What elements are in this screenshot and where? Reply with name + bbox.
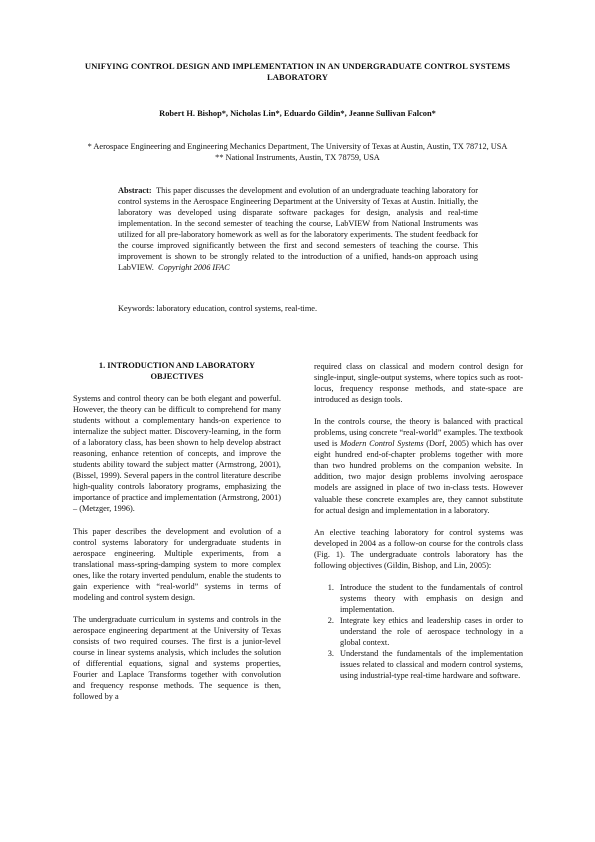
- abstract-text: This paper discusses the development and evolution of an undergraduate teaching laboratory for control systems in the Aerospace Engineering Department at the University of Texas at Austin. Initially, the laboratory was developed using disparate software packages for design, analysis and real-time implementation. In the second semester of teaching the course, LabVIEW from National Instruments was utilized for all pre-laboratory homework as well as for the laboratory experiments. The student feedback for the course improved significantly between the first and second semesters of teaching the course. This improvement is shown to be strongly related to the introduction of a unified, hands-on approach using LabVIEW.: [118, 186, 478, 273]
- affiliation-2: ** National Instruments, Austin, TX 78759, USA: [215, 153, 380, 163]
- objective-item: 3. Understand the fundamentals of the implementation issues related to classical and modern control systems, using industrial-type real-time hardware and software.: [336, 648, 523, 681]
- affiliation-1: * Aerospace Engineering and Engineering Mechanics Department, The University of Texas at Austin, Austin, TX 78712, USA: [87, 142, 508, 151]
- objective-item: 1. Introduce the student to the fundamentals of control systems theory with emphasis on design and implementation.: [336, 582, 523, 615]
- textbook-title: Modern Control Systems: [340, 439, 424, 449]
- intro-paragraph-1: Systems and control theory can be both elegant and powerful. However, the theory can be difficult to comprehend for many students without a complementary hands-on experience to internalize the subject matter. Discovery-learning, in the form of a laboratory class, has been shown to help develop abstract reasoning, enhance retention of concepts, and improve the students ability toward the subject matter (Armstrong, 2001), (Bissel, 1999). Several papers in the control literature describe high-quality controls laboratory programs, emphasizing the importance of practice and implementation (Armstrong, 2001) – (Metzger, 1996).: [73, 394, 281, 514]
- right-paragraph-2-end: (Dorf, 2005) which has over eight hundred end-of-chapter problems together with more than two hundred problems on the companion website. In addition, two major design problems involving aerospace models are assigned in place of two in-class tests. However valuable these concrete examples are, they cannot substitute for actual design and implementation in a laboratory.: [314, 439, 523, 515]
- intro-paragraph-3: The undergraduate curriculum in systems and controls in the aerospace engineering department at the University of Texas consists of two required courses. The first is a junior-level course in linear systems analysis, which includes the solution of differential equations, signal and systems properties, Fourier and Laplace Transforms together with convolution and frequency response methods. The sequence is then, followed by a: [73, 614, 281, 702]
- intro-paragraph-2: This paper describes the development and evolution of a control systems laboratory for undergraduate students in aerospace engineering. Multiple experiments, from a translational mass-spring-damping system to more complex ones, like the rotary inverted pendulum, enable the students to gain experience with “real-world” systems in terms of modeling and control system design.: [73, 526, 281, 602]
- right-paragraph-3: An elective teaching laboratory for control systems was developed in 2004 as a follow-on course for the controls class (Fig. 1). The undergraduate controls laboratory has the following objectives (Gildin, Bishop, and Lin, 2005):: [314, 527, 523, 570]
- copyright-notice: Copyright 2006 IFAC: [158, 263, 230, 273]
- keywords: Keywords: laboratory education, control systems, real-time.: [118, 304, 318, 313]
- author-list: Robert H. Bishop*, Nicholas Lin*, Eduardo Gildin*, Jeanne Sullivan Falcon*: [159, 109, 436, 118]
- affiliations: [60, 141, 535, 163]
- abstract-label: Abstract:: [118, 186, 152, 195]
- objective-item: 2. Integrate key ethics and leadership cases in order to understand the role of aerospace technology in a global context.: [336, 615, 523, 648]
- paper-title: UNIFYING CONTROL DESIGN AND IMPLEMENTATION IN AN UNDERGRADUATE CONTROL SYSTEMS LABORATORY: [84, 61, 511, 82]
- left-column: [73, 360, 281, 713]
- section-heading: 1. INTRODUCTION AND LABORATORY OBJECTIVES: [98, 361, 256, 381]
- right-paragraph-2-start: In the controls course, the theory is balanced with practical problems, using concrete “real-world” examples. The textbook used is: [314, 417, 523, 449]
- right-paragraph-1: required class on classical and modern control design for single-input, single-output systems, where topics such as root-locus, frequency response methods, and state-space are introduced as design tools.: [314, 362, 523, 405]
- right-paragraph-2: [314, 416, 523, 515]
- right-column: [314, 361, 523, 681]
- abstract: [118, 185, 478, 273]
- objectives-list: [314, 582, 523, 681]
